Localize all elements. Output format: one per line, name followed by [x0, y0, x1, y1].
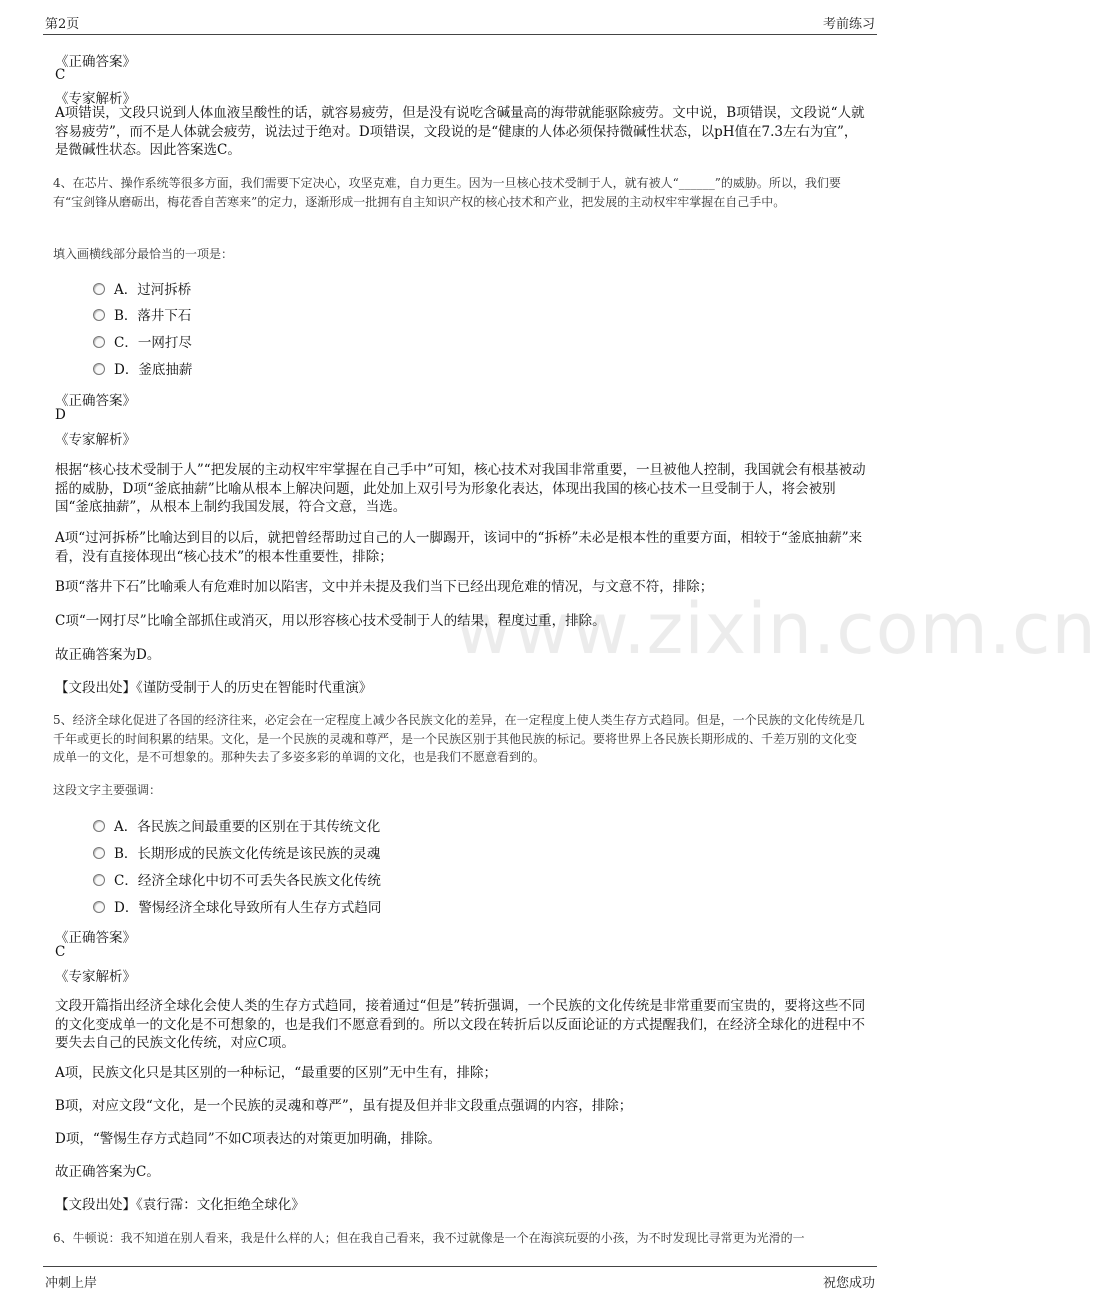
question-stem: 5、经济全球化促进了各国的经济往来，必定会在一定程度上减少各民族文化的差异，在一定程度上使人类生存方式趋同。但是，一个民族的文化传统是几千年或更长的时间积累的结果。文化，是一个民族的灵魂和尊严，是一个民族区别于其他民族的标记。要将世界上各民族长期形成的、千差万别的文化变成单一的文化，是不可想象的。那种失去了多姿多彩的单调的文化，也是我们不愿意看到的。	[53, 713, 865, 764]
conclusion: 故正确答案为D。	[55, 647, 161, 663]
option-d[interactable]: D．釜底抽薪	[93, 361, 192, 379]
option-c[interactable]: C．经济全球化中切不可丢失各民族文化传统	[93, 872, 381, 890]
option-a[interactable]: A．各民族之间最重要的区别在于其传统文化	[93, 818, 380, 836]
radio-icon[interactable]	[93, 309, 105, 321]
question-stem: 4、在芯片、操作系统等很多方面，我们需要下定决心，攻坚克难，自力更生。因为一旦核心技术受制于人，就有被人“______”的威胁。所以，我们要有“宝剑锋从磨砺出，梅花香自苦寒来”的定力，逐渐形成一批拥有自主知识产权的核心技术和产业，把发展的主动权牢牢掌握在自己手中。	[53, 176, 841, 209]
analysis-paragraph: A项，民族文化只是其区别的一种标记，“最重要的区别”无中生有，排除；	[55, 1065, 498, 1081]
page-number: 第2页	[45, 17, 80, 32]
analysis-paragraph: A项“过河拆桥”比喻达到目的以后，就把曾经帮助过自己的人一脚踢开，该词中的“拆桥”未必是根本性的重要方面，相较于“釜底抽薪”来看，没有直接体现出“核心技术”的根本性重要性，排除；	[55, 530, 863, 565]
footer-divider	[43, 1266, 877, 1267]
analysis-paragraph: C项“一网打尽”比喻全部抓住或消灭，用以形容核心技术受制于人的结果，程度过重，排除。	[55, 613, 606, 629]
header-divider	[43, 34, 877, 35]
radio-icon[interactable]	[93, 283, 105, 295]
analysis-label: 《专家解析》	[55, 969, 136, 985]
watermark: www.zixin.com.cn	[455, 588, 1097, 670]
question-stem: 6、牛顿说：我不知道在别人看来，我是什么样的人；但在我自己看来，我不过就像是一个在海滨玩耍的小孩，为不时发现比寻常更为光滑的一	[53, 1231, 805, 1245]
footer-left: 冲刺上岸	[45, 1276, 98, 1291]
answer-value: C	[55, 67, 66, 83]
analysis-paragraph: B项，对应文段“文化，是一个民族的灵魂和尊严”，虽有提及但并非文段重点强调的内容，排除；	[55, 1098, 633, 1114]
radio-icon[interactable]	[93, 901, 105, 913]
radio-icon[interactable]	[93, 874, 105, 886]
option-b[interactable]: B．落井下石	[93, 307, 191, 325]
footer-right: 祝您成功	[822, 1276, 875, 1291]
answer-label: 《正确答案》	[55, 930, 136, 946]
radio-icon[interactable]	[93, 363, 105, 375]
answer-value: D	[55, 407, 66, 423]
option-c[interactable]: C．一网打尽	[93, 334, 192, 352]
answer-value: C	[55, 944, 66, 960]
radio-icon[interactable]	[93, 820, 105, 832]
answer-label: 《正确答案》	[55, 393, 136, 409]
analysis-paragraph: D项，“警惕生存方式趋同”不如C项表达的对策更加明确，排除。	[55, 1131, 441, 1147]
analysis-label: 《专家解析》	[55, 91, 136, 107]
question-prompt: 填入画横线部分最恰当的一项是：	[53, 247, 234, 261]
source-citation: 【文段出处】《袁行霈：文化拒绝全球化》	[55, 1197, 305, 1213]
conclusion: 故正确答案为C。	[55, 1164, 160, 1180]
source-citation: 【文段出处】《谨防受制于人的历史在智能时代重演》	[55, 680, 373, 696]
option-a[interactable]: A．过河拆桥	[93, 281, 191, 299]
radio-icon[interactable]	[93, 336, 105, 348]
analysis-paragraph: 文段开篇指出经济全球化会使人类的生存方式趋同，接着通过“但是”转折强调，一个民族的文化传统是非常重要而宝贵的，要将这些不同的文化变成单一的文化是不可想象的，也是我们不愿意看到的。所以文段在转折后以反面论证的方式提醒我们，在经济全球化的进程中不要失去自己的民族文化传统，对应C项。	[55, 998, 866, 1051]
analysis-paragraph: B项“落井下石”比喻乘人有危难时加以陷害，文中并未提及我们当下已经出现危难的情况，与文意不符，排除；	[55, 579, 714, 595]
analysis-text: A项错误，文段只说到人体血液呈酸性的话，就容易疲劳，但是没有说吃含碱量高的海带就能驱除疲劳。文中说，B项错误，文段说“人就容易疲劳”，而不是人体就会疲劳，说法过于绝对。D项错误，文段说的是“健康的人体必须保持微碱性状态，以pH值在7.3左右为宜”，是微碱性状态。因此答案选C。	[55, 105, 865, 158]
analysis-label: 《专家解析》	[55, 432, 136, 448]
option-d[interactable]: D．警惕经济全球化导致所有人生存方式趋同	[93, 899, 381, 917]
radio-icon[interactable]	[93, 847, 105, 859]
question-prompt: 这段文字主要强调：	[53, 783, 162, 797]
analysis-paragraph: 根据“核心技术受制于人”“把发展的主动权牢牢掌握在自己手中”可知，核心技术对我国非常重要，一旦被他人控制，我国就会有根基被动摇的威胁，D项“釜底抽薪”比喻从根本上解决问题，此处加上双引号为形象化表达，体现出我国的核心技术一旦受制于人，将会被别国“釜底抽薪”，从根本上制约我国发展，符合文意，当选。	[55, 462, 866, 515]
header-title: 考前练习	[822, 17, 875, 32]
answer-label: 《正确答案》	[55, 54, 136, 70]
option-b[interactable]: B．长期形成的民族文化传统是该民族的灵魂	[93, 845, 380, 863]
